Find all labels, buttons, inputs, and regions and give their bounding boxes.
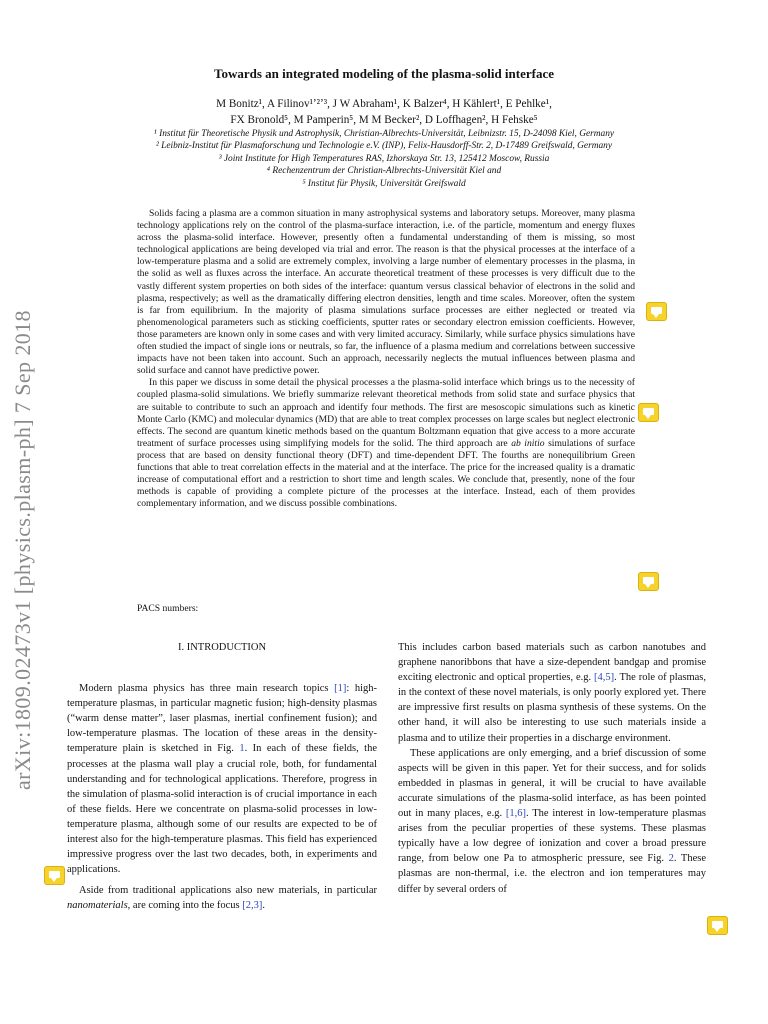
figure-link[interactable]: 2	[668, 853, 674, 865]
left-column	[67, 640, 377, 914]
body-text: Aside from traditional applications also new materials, in particular	[79, 885, 377, 897]
abstract	[137, 208, 635, 510]
intro-paragraph-3	[398, 640, 706, 746]
body-text: Modern plasma physics has three main research topics	[79, 683, 329, 695]
affiliation-3: ³ Joint Institute for High Temperatures RAS, Izhorskaya Str. 13, 125412 Moscow, Russia	[218, 153, 550, 164]
pacs-numbers: PACS numbers:	[137, 603, 199, 614]
emphasis-text: nanomaterials	[67, 900, 128, 912]
citation-link[interactable]: [1]	[334, 683, 347, 695]
abstract-emphasis: ab initio	[511, 437, 545, 449]
author-list	[0, 96, 768, 128]
body-text: .	[262, 900, 266, 912]
affiliation-2: ² Leibniz-Institut für Plasmaforschung und Technologie e.V. (INP), Felix-Hausdorff-Str. 2, D-17489 Greifswald, Germany	[155, 141, 613, 152]
abstract-paragraph-2	[137, 377, 635, 510]
abstract-text: simulations of surface process that are based on density functional theory (DFT) and time-dependent DFT. The fourths are nonequilibrium Green functions that able to treat correlation effects in the material and at the interface. The price for the increased quality is a dramatic increase of computational effort and a restriction to short time and length scales. We conclude that, presently, none of the four methods is capable of providing a complete picture of the processes at the interface. Instead, each of them provides complementary information, and we discuss possible combinations.	[137, 437, 635, 510]
body-text: . The interest in low-temperature plasmas arises from the peculiar properties of these systems. These plasmas typically have a low degree of ionization and cover a broad pressure range, from below one Pa to atmospheric pressure, see Fig.	[398, 808, 707, 865]
body-text: These applications are only emerging, and a brief discussion of some aspects will be given in this paper. Yet for their success, and for solids embedded in plasmas in general, it will be crucial to have available accurate simulations of the plasma-solid interface, as has been pointed out in many places, e.g.	[398, 747, 706, 820]
paper-title: Towards an integrated modeling of the plasma-solid interface	[213, 66, 555, 81]
intro-paragraph-1	[67, 681, 377, 877]
affiliation-5: ⁵ Institut für Physik, Universität Greifswald	[302, 178, 466, 189]
body-text: : high-temperature plasmas, in particular magnetic fusion; high-density plasmas (“warm dense matter”, laser plasmas, inertial confinement fusion); and low-temperature plasmas. The location of these areas in the density-temperature plain is sketched in Fig.	[67, 683, 377, 755]
abstract-paragraph-1: Solids facing a plasma are a common situation in many astrophysical systems and laboratory setups. Moreover, many plasma technology applications rely on the control of the plasma-surface interaction, i.e. of the particle, momentum and energy fluxes across the plasma-solid interface. However, presently often a fundamental understanding of them is missing, so most technological applications are being developed via trial and error. The reason is that the physical processes at the interface of a low-temperature plasma and a solid are extremely complex, involving a large number of elementary processes in the plasma, in the solid as well as fluxes across the interface. An accurate theoretical treatment of these processes is very difficult due to the vastly different system properties on both sides of the interface: quantum versus classical behavior of electrons in the solid and plasma, respectively; as well as the dramatically differing electron densities, length and time scales. Moreover, often the system is far from equilibrium. In the majority of plasma simulations surface processes are either neglected or treated via phenomenological parameters such as sticking coefficients, sputter rates or secondary electron emission coefficients. However, those parameters are known only in some cases and with very limited accuracy. Similarly, while surface physics simulations have often studied the impact of single ions or neutrals, so far, the influence of a plasma medium and correlations between successive impacts have not been taken into account. Such an approach, necessarily neglects the mutual influences between plasma and solid surface and cannot have predictive power.	[137, 208, 635, 377]
comment-icon[interactable]	[44, 866, 65, 885]
affiliations	[60, 128, 708, 190]
body-text: This includes carbon based materials such as carbon nanotubes and graphene nanoribbons that have a size-dependent bandgap and promise exciting electronic and optical properties, e.g.	[398, 642, 706, 684]
abstract-text: In this paper we discuss in some detail the physical processes a the plasma-solid interface which brings us to the necessity of coupled plasma-solid simulations. We briefly summarize relevant theoretical methods from solid state and surface physics that are suitable to contribute to such an approach and identify four methods. The first are mesoscopic simulations such as kinetic Monte Carlo (KMC) and molecular dynamics (MD) that are able to treat complex processes on large scales but neglect electronic effects. The second are quantum kinetic methods based on the quantum Boltzmann equation that give access to a more accurate treatment of surface processes using simplifying models for the solid. The third approach are	[137, 377, 635, 449]
body-text: . These plasmas are non-thermal, i.e. the electron and ion temperatures may differ by several orders of	[398, 853, 706, 895]
authors-line-2: FX Bronold⁵, M Pamperin⁵, M M Becker², D Loffhagen², H Fehske⁵	[230, 114, 538, 126]
comment-icon[interactable]	[646, 302, 667, 321]
body-text: . The role of plasmas, in the context of these novel materials, is only poorly explored yet. There are impressive first results on plasma synthesis of these systems. On the other hand, it will also be interesting to use such materials inside a plasma and to utilize their properties in a discharge environment.	[398, 672, 706, 744]
arxiv-identifier[interactable]: arXiv:1809.02473v1 [physics.plasm-ph] 7 Sep 2018	[10, 310, 35, 790]
affiliation-1: ¹ Institut für Theoretische Physik und Astrophysik, Christian-Albrechts-Universität, Leibnizstr. 15, D-24098 Kiel, Germany	[153, 129, 615, 139]
section-heading: I. INTRODUCTION	[177, 642, 267, 653]
body-text: . In each of these fields, the processes at the plasma wall play a crucial role, both, for fundamental understanding and for technological applications. Therefore, progress in the simulation of plasma-solid interaction is of crucial importance in each of these fields. Here we concentrate on plasma-solid processes in low-temperature plasma, although some of our results are expected to be of interest also for the high-temperature plasmas. This field has experienced impressive progress over the last two decades, both, in experiments and applications.	[67, 743, 377, 876]
comment-icon[interactable]	[638, 572, 659, 591]
intro-paragraph-4	[398, 746, 706, 897]
citation-link[interactable]: [4,5]	[594, 672, 615, 684]
affiliation-4: ⁴ Rechenzentrum der Christian-Albrechts-Universität Kiel and	[266, 166, 502, 177]
citation-link[interactable]: [2,3]	[242, 900, 263, 912]
citation-link[interactable]: [1,6]	[505, 808, 527, 820]
comment-icon[interactable]	[707, 916, 728, 935]
comment-icon[interactable]	[638, 403, 659, 422]
figure-link[interactable]: 1	[239, 743, 245, 755]
right-column	[398, 640, 706, 897]
intro-paragraph-2	[67, 883, 377, 913]
authors-line-1: M Bonitz¹, A Filinov¹ʼ²ʼ³, J W Abraham¹, K Balzer⁴, H Kählert¹, E Pehlke¹,	[216, 98, 552, 110]
body-text: , are coming into the focus	[127, 900, 240, 912]
